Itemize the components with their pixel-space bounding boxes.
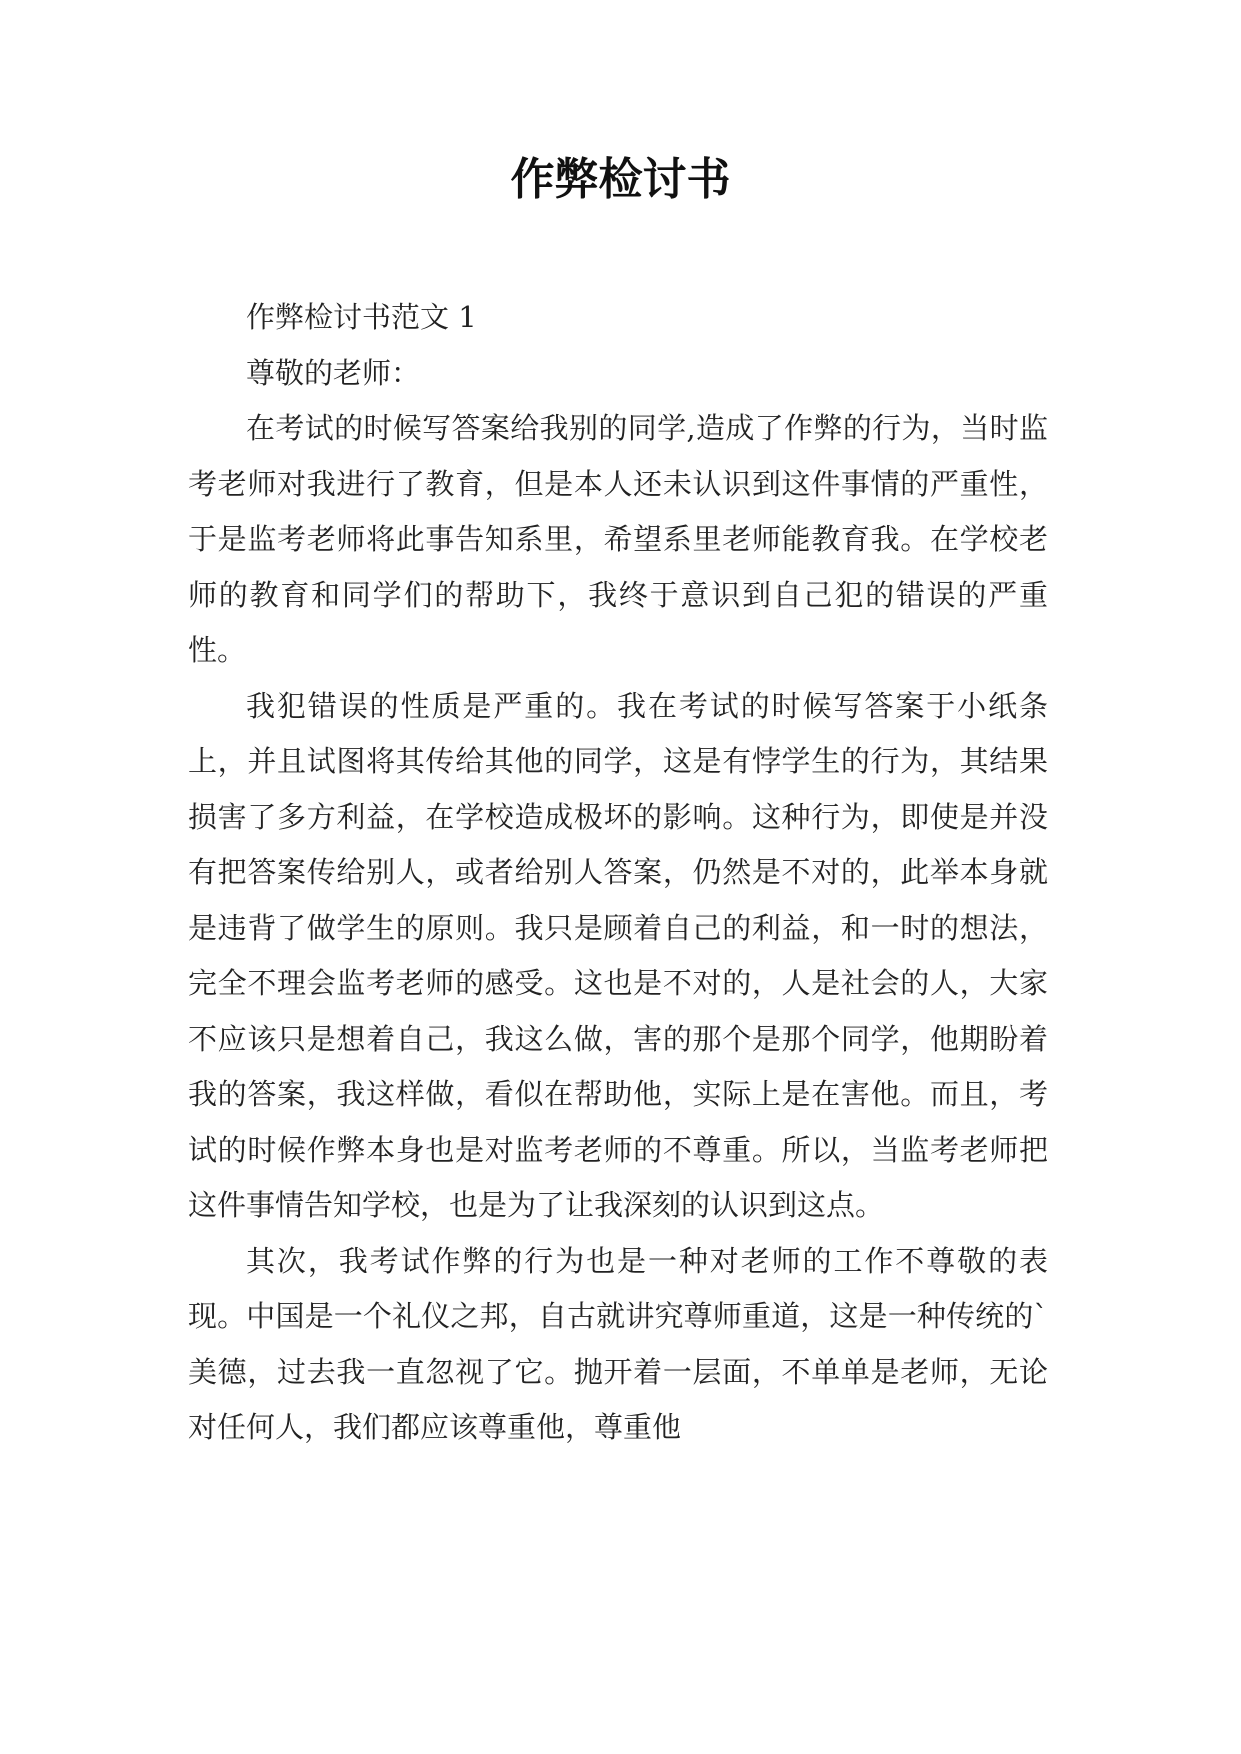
document-title: 作弊检讨书 [510, 154, 731, 205]
salutation: 尊敬的老师： [246, 355, 421, 390]
document-body [188, 290, 1048, 1456]
paragraph-1: 在考试的时候写答案给我别的同学,造成了作弊的行为，当时监考老师对我进行了教育，但是本人还未认识到这件事情的严重性，于是监考老师将此事告知系里，希望系里老师能教育我。在学校老师的教育和同学们的帮助下，我终于意识到自己犯的错误的严重性。 [188, 411, 1048, 667]
paragraph-2: 我犯错误的性质是严重的。我在考试的时候写答案于小纸条上，并且试图将其传给其他的同学，这是有悖学生的行为，其结果损害了多方利益，在学校造成极坏的影响。这种行为，即使是并没有把答案传给别人，或者给别人答案，仍然是不对的，此举本身就是违背了做学生的原则。我只是顾着自己的利益，和一时的想法，完全不理会监考老师的感受。这也是不对的，人是社会的人，大家不应该只是想着自己，我这么做，害的那个是那个同学，他期盼着我的答案，我这样做，看似在帮助他，实际上是在害他。而且，考试的时候作弊本身也是对监考老师的不尊重。所以，当监考老师把这件事情告知学校，也是为了让我深刻的认识到这点。 [188, 688, 1048, 1222]
document-heading: 作弊检讨书范文 1 [246, 300, 477, 334]
paragraph-3: 其次，我考试作弊的行为也是一种对老师的工作不尊敬的表现。中国是一个礼仪之邦，自古就讲究尊师重道，这是一种传统的`美德，过去我一直忽视了它。抛开着一层面，不单单是老师，无论对任何人，我们都应该尊重他，尊重他 [188, 1243, 1048, 1444]
